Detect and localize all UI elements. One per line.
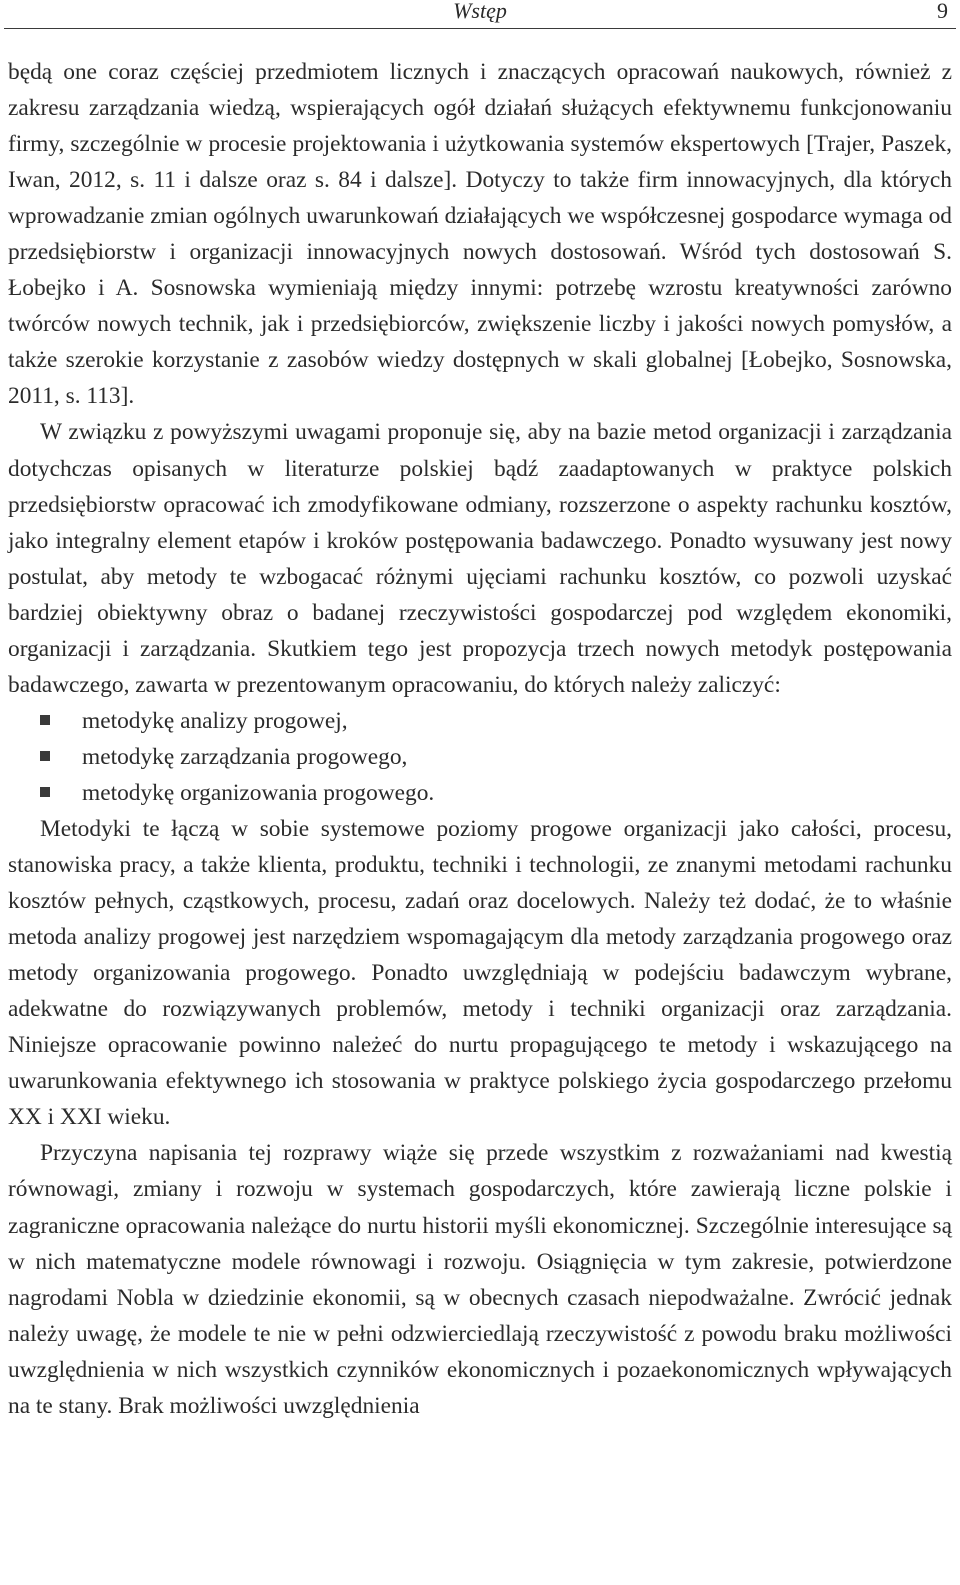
list-item	[8, 739, 952, 775]
square-bullet-icon	[40, 751, 50, 761]
methodology-list	[8, 703, 952, 811]
paragraph-proposal: W związku z powyższymi uwagami proponuje się, aby na bazie metod organizacji i zarządzania dotychczas opisanych w literaturze polskiej bądź zaadaptowanych w praktyce polskich przedsiębiorstw opracować ich zmodyfikowane odmiany, rozszerzone o aspekty rachunku kosztów, jako integralny element etapów i kroków postępowania badawczego. Ponadto wysuwany jest nowy postulat, aby metody te wzbogacać różnymi ujęciami rachunku kosztów, co pozwoli uzyskać bardziej obiektywny obraz o badanej rzeczywistości gospodarczej pod względem ekonomiki, organizacji i zarządzania. Skutkiem tego jest propozycja trzech nowych metodyk postępowania badawczego, zawarta w prezentowanym opracowaniu, do których należy zaliczyć:	[8, 419, 952, 698]
list-item	[8, 775, 952, 811]
paragraph-methodologies: Metodyki te łączą w sobie systemowe poziomy progowe organizacji jako całości, procesu, stanowiska pracy, a także klienta, produktu, techniki i technologii, ze znanymi metodami rachunku kosztów pełnych, cząstkowych, procesu, zadań oraz docelowych. Należy też dodać, że to właśnie metoda analizy progowej jest narzędziem wspomagającym dla metody zarządzania progowego oraz metody organizowania progowego. Ponadto uwzględniają w podejściu badawczym wybrane, adekwatne do rozwiązywanych problemów, metody i techniki organizacji oraz zarządzania. Niniejsze opracowanie powinno należeć do nurtu propagującego te metody i wskazującego na uwarunkowania efektywnego ich stosowania w praktyce polskiego życia gospodarczego przełomu XX i XXI wieku.	[8, 815, 952, 1131]
body-text	[8, 54, 952, 1424]
list-item-text: metodykę organizowania progowego.	[82, 779, 435, 806]
square-bullet-icon	[40, 787, 50, 797]
list-item	[8, 703, 952, 739]
running-title: Wstęp	[453, 0, 507, 23]
running-header	[4, 0, 956, 29]
list-item-text: metodykę zarządzania progowego,	[82, 743, 408, 770]
paragraph-motivation: Przyczyna napisania tej rozprawy wiąże się przede wszystkim z rozważaniami nad kwestią równowagi, zmiany i rozwoju w systemach gospodarczych, które zawierają liczne polskie i zagraniczne opracowania należące do nurtu historii myśli ekonomicznej. Szczególnie interesujące są w nich matematyczne modele równowagi i rozwoju. Osiągnięcia w tym zakresie, potwierdzone nagrodami Nobla w dziedzinie ekonomii, są w obecnych czasach niepodważalne. Zwrócić jednak należy uwagę, że modele te nie w pełni odzwierciedlają rzeczywistość z powodu braku możliwości uwzględnienia w nich wszystkich czynników ekonomicznych i pozaekonomicznych wpływających na te stany. Brak możliwości uwzględnienia	[8, 1140, 952, 1419]
square-bullet-icon	[40, 715, 50, 725]
page-number: 9	[937, 0, 948, 23]
list-item-text: metodykę analizy progowej,	[82, 707, 348, 734]
paragraph-continuation: będą one coraz częściej przedmiotem licznych i znaczących opracowań naukowych, również z zakresu zarządzania wiedzą, wspierających ogół działań służących efektywnemu funkcjonowaniu firmy, szczególnie w procesie projektowania i użytkowania systemów ekspertowych [Trajer, Paszek, Iwan, 2012, s. 11 i dalsze oraz s. 84 i dalsze]. Dotyczy to także firm innowacyjnych, dla których wprowadzanie zmian ogólnych uwarunkowań działających we współczesnej gospodarce wymaga od przedsiębiorstw i organizacji innowacyjnych nowych dostosowań. Wśród tych dostosowań S. Łobejko i A. Sosnowska wymieniają między innymi: potrzebę wzrostu kreatywności zarówno twórców nowych technik, jak i przedsiębiorców, zwiększenie liczby i jakości nowych pomysłów, a także szerokie korzystanie z zasobów wiedzy dostępnych w skali globalnej [Łobejko, Sosnowska, 2011, s. 113].	[8, 59, 952, 410]
